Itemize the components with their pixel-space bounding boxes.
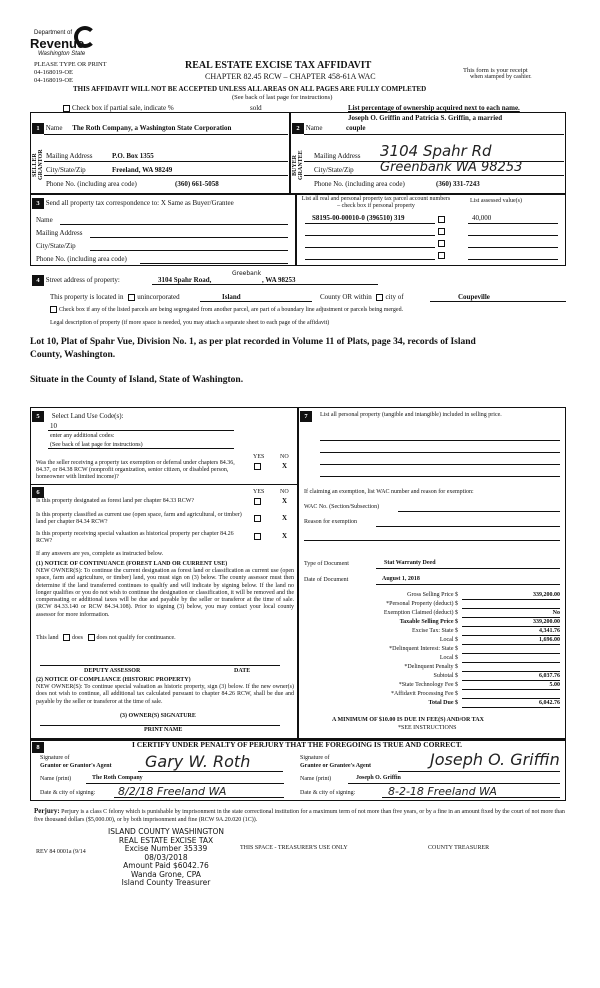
tax-row-label: Local $ xyxy=(439,655,458,661)
dept-line3: Washington State xyxy=(38,51,86,57)
buyer-mailing-label: Mailing Address xyxy=(314,152,361,160)
section-7-badge: 7 xyxy=(300,411,312,422)
dept-line1: Department of xyxy=(34,30,73,36)
doc-date-label: Date of Document xyxy=(304,577,349,583)
street-label: Street address of property: xyxy=(45,276,120,284)
doc-type-label: Type of Document xyxy=(304,561,349,567)
tax-row-line xyxy=(462,698,560,699)
s6-q1: Is this property designated as forest land per chapter 84.33 RCW? xyxy=(36,498,195,504)
nco-title: (2) NOTICE OF COMPLIANCE (HISTORIC PROPERTY) xyxy=(36,677,191,683)
street-line xyxy=(152,284,378,285)
this-land-label: This land xyxy=(36,634,59,641)
seller-city-label: City/State/Zip xyxy=(46,166,86,174)
this-land-row xyxy=(36,634,176,641)
buyer-phone[interactable]: (360) 331-7243 xyxy=(436,180,480,188)
parcel-line-3 xyxy=(305,247,435,248)
seller-phone[interactable]: (360) 661-5058 xyxy=(175,180,219,188)
s5-q1: Was the seller receiving a property tax exemption or deferral under chapters 84.36, 84.37, or 84.38 RCW (nonprofit organization, senior citizen, or disabled person, homeowner with limited income)? xyxy=(36,460,235,480)
tax-row-label: *Delinquent Interest: State $ xyxy=(389,646,458,652)
form-code-1: 04-168019-OE xyxy=(34,69,73,76)
city-value[interactable]: Coupeville xyxy=(458,293,490,301)
assessed-header: List assessed value(s) xyxy=(470,198,522,204)
county-treasurer-label: COUNTY TREASURER xyxy=(428,845,490,851)
assessed-line-4 xyxy=(468,259,558,260)
s3-name-field[interactable] xyxy=(60,224,288,225)
city-of-checkbox[interactable] xyxy=(376,294,383,301)
grantor-date-line xyxy=(114,797,284,798)
parcel-checkbox-3[interactable] xyxy=(438,240,445,247)
treasurer-space-label: THIS SPACE - TREASURER'S USE ONLY xyxy=(240,845,348,851)
reason-field-2[interactable] xyxy=(304,540,560,541)
sold-label: sold xyxy=(250,104,262,112)
street-state-zip[interactable]: , WA 98253 xyxy=(262,276,296,284)
tax-row-value[interactable]: 6,042.76 xyxy=(539,700,560,706)
section-4-row xyxy=(32,275,120,286)
pp-line-4[interactable] xyxy=(320,476,560,477)
rev-code: REV 84 0001a (9/14 xyxy=(36,849,86,855)
section-4-badge: 4 xyxy=(32,275,44,286)
grantee-sig-of: Signature of xyxy=(300,755,330,761)
tax-row-label: Gross Selling Price $ xyxy=(407,592,458,598)
tax-row-label: Local $ xyxy=(439,637,458,643)
tax-row-value[interactable]: 5.00 xyxy=(549,682,560,688)
grantee-signature[interactable]: Joseph O. Griffin xyxy=(430,750,560,769)
seller-name-row xyxy=(32,123,288,134)
perjury-text xyxy=(34,808,570,824)
warning-text: THIS AFFIDAVIT WILL NOT BE ACCEPTED UNLESS ALL AREAS ON ALL PAGES ARE FULLY COMPLETED xyxy=(73,85,427,93)
parcel-checkbox-4[interactable] xyxy=(438,252,445,259)
stamp-line: Island County Treasurer xyxy=(121,878,211,887)
s6-q3: Is this property receiving special valuation as historical property per chapter 84.26 RCW? xyxy=(36,531,234,544)
situate-text: Situate in the County of Island, State of Washington. xyxy=(30,375,244,385)
segregated-label: Check box if any of the listed parcels are being segregated from another parcel, are part of a boundary line adjustment or parcels being merged. xyxy=(59,306,404,313)
seller-name[interactable]: The Roth Company, a Washington State Corporation xyxy=(72,124,232,132)
does-not-label: does not qualify for continuance. xyxy=(96,634,176,641)
s3-name-label: Name xyxy=(36,216,53,224)
owner-signature-label: (3) OWNER(S) SIGNATURE xyxy=(120,713,196,719)
seller-mailing-label: Mailing Address xyxy=(46,152,93,160)
tax-row-line xyxy=(462,671,560,672)
stamp-line: Excise Number 35339 xyxy=(124,844,208,853)
tax-row-line xyxy=(462,608,560,609)
tax-row-line xyxy=(462,662,560,663)
street-city-handwritten[interactable]: Greebank xyxy=(232,270,262,277)
street-address[interactable]: 3104 Spahr Road, xyxy=(158,276,212,284)
deputy-assessor-label: DEPUTY ASSESSOR xyxy=(84,668,141,674)
tax-row-value[interactable]: 339,200.00 xyxy=(533,592,560,598)
parcel-checkbox-1[interactable] xyxy=(438,216,445,223)
reason-field-1[interactable] xyxy=(376,526,560,527)
city-of-label: city of xyxy=(385,293,404,301)
exemption-label: If claiming an exemption, list WAC number and reason for exemption: xyxy=(304,489,474,495)
seller-name-line xyxy=(44,134,288,135)
perjury-label: Perjury: xyxy=(34,807,60,815)
s6-yes: YES xyxy=(253,489,265,495)
doc-date[interactable]: August 1, 2018 xyxy=(382,576,420,582)
parcel-line-2 xyxy=(305,235,435,236)
assessed-line-3 xyxy=(468,247,558,248)
tax-row-label: Taxable Selling Price $ xyxy=(399,619,458,625)
tax-row-line xyxy=(462,599,560,600)
s5-q1-yes-checkbox[interactable] xyxy=(254,463,261,470)
dept-line2: Revenue xyxy=(30,36,85,51)
legal-description-line1: Lot 10, Plat of Spahr Vue, Division No. 1, as per plat recorded in Volume 11 of Plats, page 34, records of Island xyxy=(30,337,476,347)
minimum-fee-label: A MINIMUM OF $10.00 IS DUE IN FEE(S) AND/OR TAX xyxy=(332,717,484,723)
s5-yes: YES xyxy=(253,454,265,460)
segregated-row xyxy=(50,306,570,313)
tax-row-label: *State Technology Fee $ xyxy=(398,682,458,688)
section-6-row xyxy=(32,487,44,498)
certify-text: I CERTIFY UNDER PENALTY OF PERJURY THAT THE FOREGOING IS TRUE AND CORRECT. xyxy=(132,740,463,749)
tax-row-line xyxy=(462,680,560,681)
parcel-checkbox-2[interactable] xyxy=(438,228,445,235)
chapter-ref: CHAPTER 82.45 RCW – CHAPTER 458-61A WAC xyxy=(205,72,376,81)
tax-row-value[interactable]: No xyxy=(552,610,560,616)
assessed-line-1 xyxy=(468,223,558,224)
does-not-checkbox[interactable] xyxy=(88,634,95,641)
see-back-text: (See back of last page for instructions) xyxy=(232,94,333,101)
tax-row-line xyxy=(462,626,560,627)
parcel-line-4 xyxy=(305,259,435,260)
buyer-city-label: City/State/Zip xyxy=(314,166,354,174)
legal-description-line2: County, Washington. xyxy=(30,350,116,360)
s3-phone-field[interactable] xyxy=(140,263,288,264)
grantee-sig-line xyxy=(398,771,560,772)
seller-phone-label: Phone No. (including area code) xyxy=(46,180,137,188)
buyer-name-line1[interactable]: Joseph O. Griffin and Patricia S. Griffin, a married xyxy=(348,114,503,122)
section-3-row xyxy=(32,198,234,209)
s5-s6-divider xyxy=(30,484,298,485)
tax-row-label: Exemption Claimed (deduct) $ xyxy=(383,610,458,616)
buyer-city-line xyxy=(304,175,564,176)
grantee-date-line xyxy=(382,797,560,798)
buyer-mailing[interactable]: 3104 Spahr Rd xyxy=(380,142,492,160)
pp-line-3[interactable] xyxy=(320,464,560,465)
doc-date-line xyxy=(376,584,560,585)
segregated-checkbox[interactable] xyxy=(50,306,57,313)
receipt-line2: when stamped by cashier. xyxy=(470,74,532,80)
stamp-line: Wanda Grone, CPA xyxy=(131,869,201,879)
additional-codes-field[interactable] xyxy=(48,448,234,449)
parcel-number[interactable]: S8195-00-00010-0 (396510) 319 xyxy=(312,214,405,222)
grantor-name[interactable]: The Roth Company xyxy=(92,775,143,781)
form-title: REAL ESTATE EXCISE TAX AFFIDAVIT xyxy=(185,60,372,71)
grantor-name-label: Name (print) xyxy=(40,776,72,782)
tax-row-label: *Personal Property (deduct) $ xyxy=(386,601,458,607)
grantee-name-line xyxy=(348,783,560,784)
parcel-checks xyxy=(438,213,447,261)
section-5-badge: 5 xyxy=(32,411,44,422)
tax-row-value[interactable]: 1,696.00 xyxy=(539,637,560,643)
buyer-name-line2[interactable]: couple xyxy=(346,124,366,132)
s6-q1-answer[interactable]: X xyxy=(282,497,288,505)
does-checkbox[interactable] xyxy=(63,634,70,641)
tax-row-label: *Affidavit Processing Fee $ xyxy=(390,691,458,697)
city-line xyxy=(430,301,566,302)
s6-q2-answer[interactable]: X xyxy=(282,514,288,522)
land-use-line xyxy=(48,430,234,431)
tax-row-line xyxy=(462,707,560,708)
grantor-signature[interactable]: Gary W. Roth xyxy=(145,752,251,771)
s6-if-yes: If any answers are yes, complete as instructed below. xyxy=(36,551,164,557)
stamp-line: ISLAND COUNTY WASHINGTON xyxy=(107,827,224,836)
s6-no: NO xyxy=(280,489,289,495)
seller-city-line xyxy=(44,175,288,176)
print-name-line[interactable] xyxy=(40,725,280,726)
section-3-label: Send all property tax correspondence to: X Same as Buyer/Grantee xyxy=(45,199,234,207)
pp-line-1[interactable] xyxy=(320,440,560,441)
tax-row-value[interactable]: 4,341.76 xyxy=(539,628,560,634)
tax-row-line xyxy=(462,689,560,690)
located-label: This property is located in xyxy=(50,293,124,301)
partial-sale-checkbox[interactable] xyxy=(63,105,70,112)
stamp-line: Amount Paid $6042.76 xyxy=(123,861,209,870)
dor-logo xyxy=(30,28,100,60)
perjury-body: Perjury is a class C felony which is punishable by imprisonment in the state correctional institution for a maximum term of not more than five years, or by a fine in an amount fixed by the court of not more than five thousand dollars ($5,000.00), or by both imprisonment and fine (RCW 9A.20.020 (1C)). xyxy=(34,809,565,823)
buyer-city[interactable]: Greenbank WA 98253 xyxy=(380,160,523,175)
s6-q2-yes-box[interactable] xyxy=(254,514,263,522)
grantor-sig-of: Signature of xyxy=(40,755,70,761)
grantor-sig-line xyxy=(138,771,283,772)
additional-codes-label: enter any additional codes: xyxy=(50,433,115,439)
see-instructions-label: *SEE INSTRUCTIONS xyxy=(398,725,457,731)
tax-row-label: *Delinquent Penalty $ xyxy=(404,664,458,670)
parcel-line-1 xyxy=(305,223,435,224)
s6-q2-yes-checkbox[interactable] xyxy=(254,515,261,522)
grantor-name-line xyxy=(86,783,284,784)
seller-mailing[interactable]: P.O. Box 1355 xyxy=(112,152,154,160)
stamp-line: REAL ESTATE EXCISE TAX xyxy=(118,835,214,845)
wac-field[interactable] xyxy=(398,511,560,512)
grantor-date-city[interactable]: 8/2/18 Freeland WA xyxy=(118,785,227,798)
seller-name-label: Name xyxy=(45,124,63,132)
deputy-assessor-line[interactable] xyxy=(40,665,280,666)
county-label: County OR within xyxy=(320,293,372,301)
s3-phone-label: Phone No. (including area code) xyxy=(36,255,127,263)
seller-side-label: SELLER GRANTOR xyxy=(32,149,44,181)
tax-row-value[interactable]: 6,037.76 xyxy=(539,673,560,679)
tax-row-value[interactable]: 339,200.00 xyxy=(533,619,560,625)
s6-q3-yes-box[interactable] xyxy=(254,532,263,540)
section-8-row xyxy=(32,742,44,753)
wac-label: WAC No. (Section/Subsection) xyxy=(304,504,380,510)
grantee-agent-label: Grantee or Grantee's Agent xyxy=(300,763,372,769)
s5-q1-answer[interactable]: X xyxy=(282,462,288,470)
partial-sale-label: Check box if partial sale, indicate % xyxy=(72,104,174,112)
s3-mailing-field[interactable] xyxy=(90,237,288,238)
deputy-date-label: DATE xyxy=(234,668,251,674)
reason-label: Reason for exemption xyxy=(304,519,357,525)
grantor-date-label: Date & city of signing: xyxy=(40,790,96,796)
please-type: PLEASE TYPE OR PRINT xyxy=(34,61,107,68)
doc-type[interactable]: Stat Warranty Deed xyxy=(384,560,436,566)
s5-see-back: (See back of last page for instructions) xyxy=(50,442,143,448)
grantee-date-label: Date & city of signing: xyxy=(300,790,356,796)
tax-row-line xyxy=(462,635,560,636)
grantor-agent-label: Grantor or Grantor's Agent xyxy=(40,763,112,769)
receipt-line1: This form is your receipt xyxy=(463,67,528,74)
tax-row-label: Excise Tax: State $ xyxy=(412,628,458,634)
nco-text: NEW OWNER(S): To continue special valuation as historic property, sign (3) below. If the new owner(s) does not wish to continue, all additional tax calculated pursuant to chapter 84.26 RCW, shall be due and payable by the seller or transferor at the time of sale. xyxy=(36,684,294,705)
legal-label: Legal description of property (if more space is needed, you may attach a separate sheet to each page of the affidavit) xyxy=(50,320,330,326)
county-value[interactable]: Island xyxy=(222,293,241,301)
s5-q1-yes-box[interactable] xyxy=(254,462,263,470)
buyer-side-label: BUYER GRANTEE xyxy=(292,150,304,180)
buyer-name-line xyxy=(304,134,564,135)
seller-city[interactable]: Freeland, WA 98249 xyxy=(112,166,173,174)
assessed-value[interactable]: 40,000 xyxy=(472,214,492,222)
tax-row-line xyxy=(462,653,560,654)
seller-mailing-line xyxy=(44,161,288,162)
s6-q1-yes-box[interactable] xyxy=(254,497,263,505)
s5-no: NO xyxy=(280,454,289,460)
ownership-label: List percentage of ownership acquired next to each name. xyxy=(348,104,520,112)
section-5-row xyxy=(32,411,123,422)
buyer-name-row xyxy=(292,123,564,134)
section-8-badge: 8 xyxy=(32,742,44,753)
parcel-header: List all real and personal property tax parcel account numbers – check box if personal property xyxy=(301,196,451,209)
section-6-badge: 6 xyxy=(32,487,44,498)
noc-title: (1) NOTICE OF CONTINUANCE (FOREST LAND OR CURRENT USE) xyxy=(36,561,228,567)
tax-row-label: Subtotal $ xyxy=(433,673,458,679)
tax-row-label: Total Due $ xyxy=(428,700,458,706)
form-code-2: 04-168019-OE xyxy=(34,77,73,84)
s6-q2: Is this property classified as current use (open space, farm and agricultural, or timber) land per chapter 84.34 RCW? xyxy=(36,512,242,525)
grantee-name-label: Name (print) xyxy=(300,776,332,782)
assessed-line-2 xyxy=(468,235,558,236)
land-use-code[interactable]: 10 xyxy=(50,422,57,430)
section-3-badge: 3 xyxy=(32,198,44,209)
s3-city-label: City/State/Zip xyxy=(36,242,76,250)
s3-city-field[interactable] xyxy=(90,250,288,251)
buyer-phone-label: Phone No. (including area code) xyxy=(314,180,405,188)
personal-property-label: List all personal property (tangible and intangible) included in selling price. xyxy=(320,412,502,418)
s6-q1-yes-checkbox[interactable] xyxy=(254,498,261,505)
buyer-name-label: Name xyxy=(305,124,323,132)
county-row xyxy=(320,293,404,301)
print-name-label: PRINT NAME xyxy=(144,727,183,733)
section-1-badge: 1 xyxy=(32,123,44,134)
county-line xyxy=(200,301,312,302)
s6-q3-answer[interactable]: X xyxy=(282,532,288,540)
unincorporated-label: unincorporated xyxy=(137,293,180,301)
located-row xyxy=(50,293,180,301)
s6-q3-yes-checkbox[interactable] xyxy=(254,533,261,540)
tax-row-line xyxy=(462,617,560,618)
s3-mailing-label: Mailing Address xyxy=(36,229,83,237)
tax-row-line xyxy=(462,644,560,645)
unincorporated-checkbox[interactable] xyxy=(128,294,135,301)
does-label: does xyxy=(72,634,83,641)
noc-text: NEW OWNER(S): To continue the current designation as forest land or classification as current use (open space, farm and agriculture, or timber) land, you must sign on (3) below. The county assessor must then determine if the land transferred continues to qualify and will indicate by signing below. If the land no longer qualifies or you do not wish to continue the designation or classification, it will be removed and the compensating or additional taxes will be due and payable by the seller or transferor at the time of sale. (RCW 84.33.140 or RCW 84.34.108). Prior to signing (3) below, you may contact your local county assessor for more information. xyxy=(36,568,294,618)
stamp-line: 08/03/2018 xyxy=(144,852,188,862)
pp-line-2[interactable] xyxy=(320,452,560,453)
section-7-row xyxy=(300,411,312,422)
doc-type-line xyxy=(376,568,560,569)
partial-sale-row xyxy=(63,104,174,112)
treasurer-stamp xyxy=(96,828,236,888)
grantee-date-city[interactable]: 8-2-18 Freeland WA xyxy=(388,785,497,798)
grantee-name[interactable]: Joseph O. Griffin xyxy=(356,775,401,781)
section-2-badge: 2 xyxy=(292,123,304,134)
land-use-label: Select Land Use Code(s): xyxy=(51,412,124,420)
